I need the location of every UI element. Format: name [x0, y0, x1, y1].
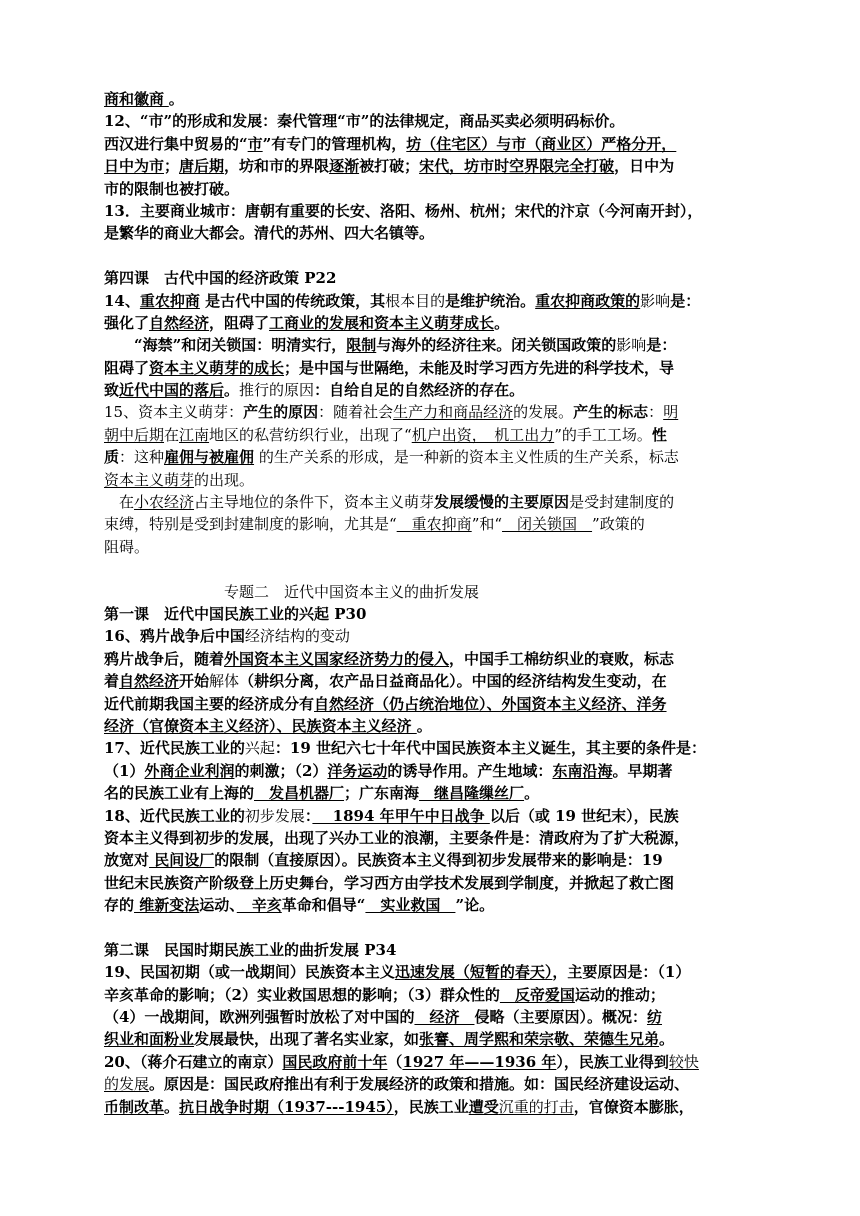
text-segment: 在	[104, 493, 135, 512]
text-segment: 反帝爱国	[499, 985, 575, 1004]
text-segment: （耕织分离，农产品日益商品化）。中国的经济结构发生变动，在	[239, 672, 667, 691]
text-segment: 纺	[646, 1008, 662, 1027]
text-segment: 着	[104, 672, 120, 691]
text-segment: 是古代中国的传统政策，其	[199, 291, 386, 310]
text-segment: 地区的私营纺织行业，出现了“	[209, 425, 412, 444]
text-segment: 发展缓慢的主要原因	[434, 493, 570, 512]
text-segment: ；是中国与世隔绝，未能及时学习西方先进的科学技术，导	[284, 358, 675, 377]
text-line	[104, 715, 772, 737]
text-line	[104, 401, 772, 423]
text-segment: 外商企业利润	[144, 761, 235, 780]
text-segment: 资本主义萌芽	[104, 470, 195, 489]
text-segment: 初步发展	[244, 806, 305, 825]
text-segment: ，坊和市的界限	[224, 157, 330, 176]
text-segment: 运动的推动；	[574, 985, 665, 1004]
text-segment: 的生产关系的形成，是一种新的资本主义性质的生产关系，标志	[254, 448, 679, 467]
text-segment: （1）	[104, 761, 145, 780]
text-segment: “海禁”和闭关锁国：明清实行，	[104, 336, 347, 355]
text-line	[104, 88, 772, 110]
text-segment: 抗日战争时期（1937---1945）	[179, 1097, 394, 1116]
text-line	[104, 1096, 772, 1118]
text-segment: 币制改革	[104, 1097, 165, 1116]
text-segment: 推行的原因	[239, 381, 315, 400]
text-segment: 。	[416, 716, 432, 735]
text-segment: 与海外的经济往来。闭关锁国政策的	[376, 336, 617, 355]
text-segment: 工商业的发展和资本主义萌芽成长	[269, 313, 495, 332]
text-segment: 根本目的	[385, 291, 446, 310]
text-segment: 机户出资， 机工出力	[411, 425, 555, 444]
text-segment: 朝中后期	[104, 425, 165, 444]
text-segment: 质	[104, 448, 120, 467]
text-segment: 15、资本主义萌芽：	[104, 403, 244, 422]
text-segment: 日中为市	[104, 157, 165, 176]
text-segment: 的发展	[104, 1075, 150, 1094]
text-segment: 洋务运动	[327, 761, 388, 780]
text-segment: ，民族工业	[393, 1097, 469, 1116]
text-line	[104, 222, 772, 244]
text-segment: 是维护统治。	[445, 291, 536, 310]
text-segment: 开始	[179, 672, 210, 691]
text-segment: 市的限制也被打破。	[104, 179, 240, 198]
text-segment: 的诱导作用。产生地域：	[387, 761, 553, 780]
text-segment: 民间设厂	[149, 851, 215, 870]
text-segment: 资本主义得到初步的发展，出现了兴办工业的浪潮，主要条件是：清政府为了扩大税源，	[104, 828, 690, 847]
text-segment: 张謇、周学熙和荣宗敬、荣德生兄弟	[419, 1030, 660, 1049]
text-segment: 19、民国初期（或一战期间）民族资本主义	[104, 963, 395, 982]
text-segment: 沉重的打击	[498, 1097, 574, 1116]
text-segment: ：	[648, 403, 664, 422]
text-line	[104, 581, 772, 603]
text-segment: ，日中为	[614, 157, 675, 176]
text-segment: ，官僚资本膨胀，	[573, 1097, 694, 1116]
text-segment: 是受封建制度的	[569, 493, 675, 512]
text-line	[104, 491, 772, 513]
blank-line	[104, 558, 772, 580]
text-segment: 较快	[668, 1052, 699, 1071]
text-segment: 专题二 近代中国资本主义的曲折发展	[104, 582, 480, 601]
text-segment: ，阻碍了	[209, 313, 270, 332]
text-segment: 12、“市”的形成和发展：秦代管理“市”的法律规定，商品买卖必须明码标价。	[104, 112, 625, 131]
text-segment: 阻碍。	[104, 537, 150, 556]
text-segment: 。	[659, 1030, 675, 1049]
text-line	[104, 178, 772, 200]
document-page	[104, 88, 772, 1118]
text-segment: 近代中国的落后	[119, 381, 225, 400]
text-segment: 是：	[670, 291, 701, 310]
text-segment: ”的手工工场。	[554, 425, 652, 444]
text-segment: 第二课 民国时期民族工业的曲折发展 P34	[104, 940, 397, 959]
text-segment: 第四课 古代中国的经济政策 P22	[104, 269, 337, 288]
text-line	[104, 1028, 772, 1050]
text-segment: 继昌隆缫丝厂	[419, 784, 525, 803]
text-segment: 西汉进行集中贸易的“	[104, 134, 248, 153]
text-segment: 的出现。	[194, 470, 255, 489]
text-line	[104, 961, 772, 983]
text-segment: 在	[164, 425, 180, 444]
text-segment: 产生的标志	[573, 403, 649, 422]
text-segment: 18、近代民族工业的	[104, 806, 245, 825]
text-segment: 放宽对	[104, 851, 150, 870]
blank-line	[104, 245, 772, 267]
text-segment: （	[387, 1052, 403, 1071]
text-segment: 运动、	[199, 896, 237, 915]
text-segment: 13．主要商业城市：唐朝有重要的长安、洛阳、杨州、杭州；宋代的汴京（今河南开封），	[104, 201, 703, 220]
text-segment: ；广东南海	[344, 784, 420, 803]
text-segment: 发展最快，出现了著名实业家，如	[194, 1030, 420, 1049]
text-segment: 商和徽商	[104, 90, 165, 108]
text-segment: 致	[104, 381, 120, 400]
text-segment: 辛亥	[236, 896, 282, 915]
text-segment: ：	[304, 806, 313, 825]
text-segment: 国民政府前十年	[282, 1052, 388, 1071]
text-segment: 阻碍了	[104, 358, 150, 377]
text-line	[104, 603, 772, 625]
text-segment: ，中国手工棉纺织业的衰败，标志	[449, 649, 675, 668]
text-segment: 织业和面粉业	[104, 1030, 195, 1049]
text-segment: 是繁华的商业大都会。清代的苏州、四大名镇等。	[104, 224, 435, 243]
text-segment: 。原因是：国民政府推出有利于发展经济的政策和措施。如：国民经济建设运动、	[149, 1075, 690, 1094]
text-segment: ），民族工业得到	[556, 1052, 669, 1071]
text-segment: 是：	[646, 336, 677, 355]
text-line	[104, 939, 772, 961]
text-segment: 。早期著	[612, 761, 673, 780]
text-line	[104, 267, 772, 289]
text-segment: 实业救国	[365, 896, 456, 915]
text-line	[104, 648, 772, 670]
text-segment: 第一课 近代中国民族工业的兴起 P30	[104, 604, 367, 623]
text-line	[104, 872, 772, 894]
text-line	[104, 424, 772, 446]
text-line	[104, 1051, 772, 1073]
text-segment: 。	[164, 1097, 180, 1116]
text-line	[104, 670, 772, 692]
text-segment: 强化了	[104, 313, 150, 332]
text-segment: 的发展。	[513, 403, 574, 422]
text-segment: 自然经济（仍占统治地位）、外国资本主义经济、洋务	[314, 694, 667, 713]
text-line	[104, 737, 772, 759]
text-segment: 外国资本主义国家经济势力的侵入	[224, 649, 450, 668]
text-segment: 市	[247, 134, 263, 153]
text-segment: 雇佣与被雇佣	[164, 448, 255, 467]
text-line	[104, 625, 772, 647]
text-segment: 生产力和商品经济	[393, 403, 514, 422]
text-segment: 解体	[209, 672, 240, 691]
text-segment: 侵略（主要原因）。概况：	[474, 1008, 647, 1027]
text-segment: 世纪末民族资产阶级登上历史舞台，学习西方由学技术发展到学制度，并掀起了救亡图	[104, 873, 675, 892]
text-line	[104, 782, 772, 804]
text-segment: 重农抑商	[139, 291, 200, 310]
text-line	[104, 155, 772, 177]
text-segment: 20、（蒋介石建立的南京）	[104, 1052, 283, 1071]
text-segment: 迅速发展（短暂的春天）	[394, 963, 553, 982]
text-line	[104, 357, 772, 379]
text-line	[104, 334, 772, 356]
text-segment: 兴起	[244, 739, 275, 758]
text-line	[104, 312, 772, 334]
text-segment: 存的	[104, 896, 135, 915]
text-segment: 发昌机器厂	[254, 784, 345, 803]
text-line	[104, 110, 772, 132]
text-segment: 自然经济	[119, 672, 180, 691]
text-line	[104, 513, 772, 535]
blank-line	[104, 916, 772, 938]
text-line	[104, 693, 772, 715]
text-segment: 小农经济	[134, 493, 195, 512]
text-segment: 的限制（直接原因）。民族资本主义得到初步发展带来的影响是：19	[214, 851, 663, 870]
text-segment: 。	[524, 784, 540, 803]
text-segment: ：随着社会	[318, 403, 394, 422]
text-segment: 。	[224, 381, 240, 400]
text-line	[104, 133, 772, 155]
text-segment: 产生的原因	[243, 403, 319, 422]
text-segment: ：自给自足的自然经济的存在。	[314, 381, 525, 400]
text-segment: 遭受	[468, 1097, 499, 1116]
text-line	[104, 1006, 772, 1028]
text-segment: 。	[168, 90, 184, 108]
text-segment: 束缚，特别是受到封建制度的影响，尤其是“	[104, 515, 397, 534]
text-segment: 的刺激；（2）	[234, 761, 328, 780]
text-segment: 重农抑商	[396, 515, 472, 534]
text-segment: 维新变法	[134, 896, 200, 915]
text-segment: 1894 年甲午中日战争	[312, 806, 490, 825]
text-line	[104, 469, 772, 491]
text-segment: 名的民族工业有上海的	[104, 784, 255, 803]
text-segment: 经济结构的变动	[244, 627, 350, 646]
text-line	[104, 760, 772, 782]
text-line	[104, 379, 772, 401]
text-segment: 逐渐	[329, 157, 360, 176]
text-segment: 1927 年——1936 年	[402, 1052, 557, 1071]
text-segment: 自然经济	[149, 313, 210, 332]
text-segment: ：这种	[119, 448, 165, 467]
text-segment: 经济	[414, 1008, 475, 1027]
text-segment: ”政策的	[592, 515, 645, 534]
text-segment: 17、近代民族工业的	[104, 739, 245, 758]
text-segment: 重农抑商政策的	[535, 291, 641, 310]
text-line	[104, 894, 772, 916]
text-segment: 闭关锁国	[502, 515, 593, 534]
text-line	[104, 290, 772, 312]
text-segment: （4）一战期间，欧洲列强暂时放松了对中国的	[104, 1008, 415, 1027]
text-segment: 被打破；	[359, 157, 420, 176]
text-line	[104, 536, 772, 558]
text-segment: 占主导地位的条件下，资本主义萌芽	[194, 493, 435, 512]
text-segment: 近代前期我国主要的经济成分有	[104, 694, 315, 713]
text-line	[104, 200, 772, 222]
text-line	[104, 1073, 772, 1095]
text-segment: 革命和倡导“	[281, 896, 366, 915]
text-segment: 影响	[616, 336, 647, 355]
text-segment: 16、鸦片战争后中国	[104, 627, 245, 646]
text-segment: 资本主义萌芽的成长	[149, 358, 285, 377]
text-segment: 明	[663, 403, 679, 422]
text-segment: 宋代，坊市时空界限完全打破	[419, 157, 615, 176]
text-segment: 唐后期	[179, 157, 225, 176]
text-segment: 辛亥革命的影响；（2）实业救国思想的影响；（3）群众性的	[104, 985, 500, 1004]
text-segment: 性	[651, 425, 667, 444]
text-segment: ：19 世纪六七十年代中国民族资本主义诞生，其主要的条件是：	[274, 739, 706, 758]
text-segment: ”论。	[455, 896, 495, 915]
text-segment: 限制	[346, 336, 377, 355]
text-segment: ，主要原因是：（1）	[552, 963, 691, 982]
text-line	[104, 827, 772, 849]
text-segment: 影响	[640, 291, 671, 310]
text-segment: 以后（或 19 世纪末），民族	[489, 806, 679, 825]
text-segment: ；	[164, 157, 180, 176]
text-segment: 经济（官僚资本主义经济）、民族资本主义经济	[104, 716, 417, 735]
text-line	[104, 849, 772, 871]
text-segment: 江南	[179, 425, 210, 444]
text-segment: ”和“	[471, 515, 503, 534]
text-segment: 鸦片战争后，随着	[104, 649, 225, 668]
text-segment: 14、	[104, 291, 140, 310]
text-segment: 东南沿海	[552, 761, 613, 780]
text-line	[104, 984, 772, 1006]
text-line	[104, 446, 772, 468]
text-segment: 。	[494, 313, 510, 332]
text-segment: ”有专门的管理机构，	[262, 134, 407, 153]
text-segment: 坊（住宅区）与市（商业区）严格分开，	[406, 134, 677, 153]
text-line	[104, 805, 772, 827]
